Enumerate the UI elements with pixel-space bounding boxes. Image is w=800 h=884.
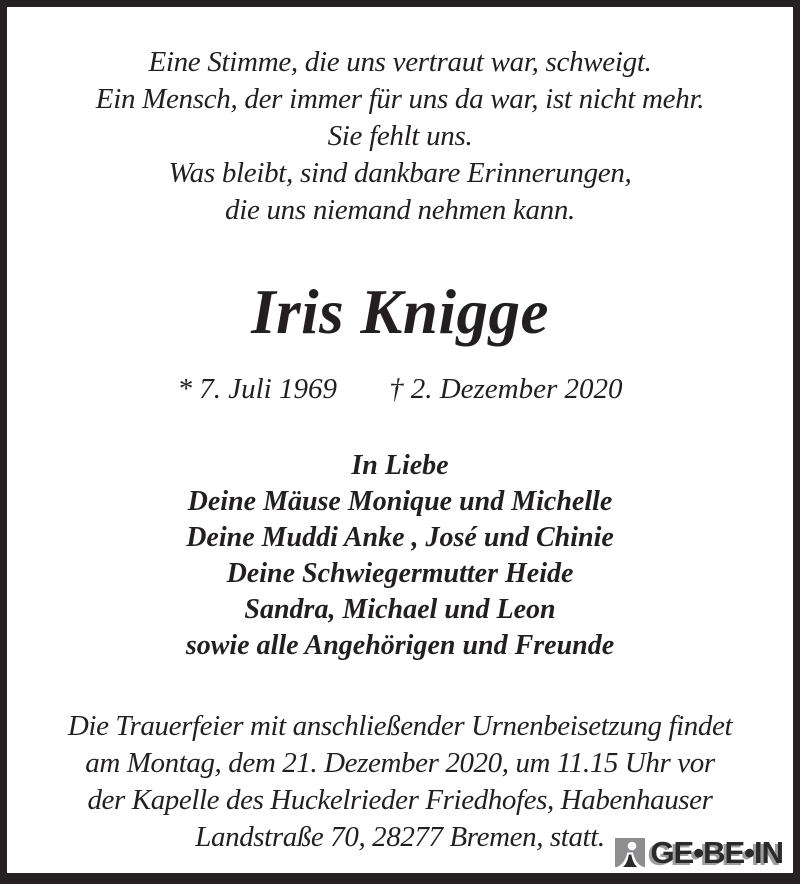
family-line: In Liebe (351, 450, 449, 481)
verse-line: Ein Mensch, der immer für uns da war, ist nicht mehr. (95, 83, 705, 115)
memorial-verse (7, 44, 793, 229)
birth-date: * 7. Juli 1969 (177, 373, 337, 405)
family-line: sowie alle Angehörigen und Freunde (185, 630, 615, 661)
verse-line: Eine Stimme, die uns vertraut war, schweigt. (148, 46, 652, 78)
verse-line: die uns niemand nehmen kann. (225, 194, 575, 226)
verse-line: Sie fehlt uns. (327, 120, 473, 152)
verse-line: Was bleibt, sind dankbare Erinnerungen, (168, 157, 632, 189)
life-dates (7, 371, 793, 408)
publisher-logo-text: GE•BE•IN (650, 835, 783, 870)
gebein-figure-icon (615, 838, 645, 867)
family-line: Sandra, Michael und Leon (244, 594, 556, 625)
ceremony-details (7, 708, 793, 856)
deceased-name: Iris Knigge (251, 277, 549, 347)
family-line: Deine Muddi Anke , José und Chinie (186, 522, 614, 553)
ceremony-line: am Montag, dem 21. Dezember 2020, um 11.15 Uhr vor (85, 747, 715, 779)
ceremony-line: der Kapelle des Huckelrieder Friedhofes, Habenhauser (87, 784, 713, 816)
family-line: Deine Mäuse Monique und Michelle (187, 486, 613, 517)
family-dedication (7, 448, 793, 664)
ceremony-line: Landstraße 70, 28277 Bremen, statt. (195, 821, 605, 853)
ceremony-line: Die Trauerfeier mit anschließender Urnenbeisetzung findet (67, 710, 733, 742)
family-line: Deine Schwiegermutter Heide (226, 558, 574, 589)
death-date: † 2. Dezember 2020 (388, 373, 623, 405)
publisher-logo (615, 835, 783, 870)
